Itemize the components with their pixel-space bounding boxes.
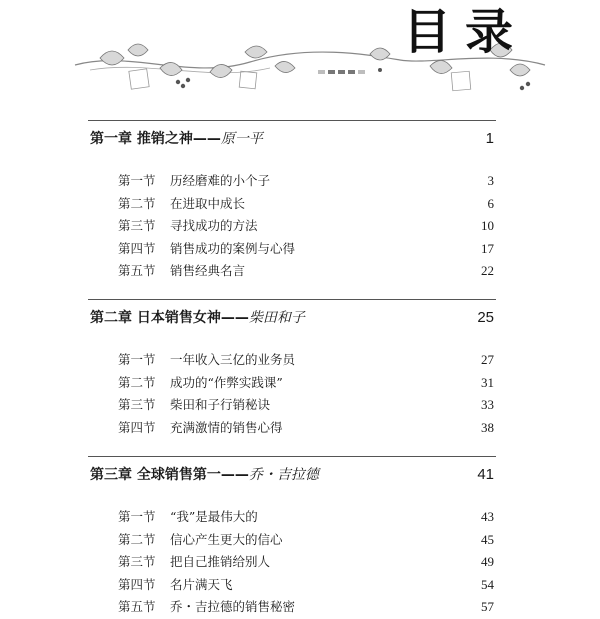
page-title: 目录 — [403, 4, 528, 60]
section-number: 第四节 — [118, 240, 156, 256]
chapter-block — [88, 120, 496, 283]
section-entry[interactable] — [88, 170, 496, 193]
section-page-number: 43 — [481, 509, 494, 524]
section-title: 乔・吉拉德的销售秘密 — [170, 599, 296, 614]
section-number: 第五节 — [118, 599, 156, 614]
chapter-page-number: 41 — [477, 466, 494, 483]
chapter-block — [88, 299, 496, 439]
chapter-title: 第一章 推销之神——原一平 — [90, 131, 263, 147]
section-title: 寻找成功的方法 — [170, 218, 258, 233]
section-number: 第四节 — [118, 576, 156, 592]
section-page-number: 31 — [481, 374, 494, 390]
chapter-heading[interactable] — [88, 128, 496, 150]
section-number: 第一节 — [118, 352, 156, 367]
section-entry[interactable] — [88, 596, 496, 619]
section-title: 柴田和子行销秘诀 — [170, 397, 271, 412]
section-title: 成功的“作弊实践课” — [170, 374, 283, 390]
section-entry[interactable] — [88, 394, 496, 417]
section-page-number: 57 — [481, 599, 494, 614]
section-number: 第一节 — [118, 173, 156, 188]
section-entry[interactable] — [88, 238, 496, 261]
section-page-number: 3 — [487, 173, 494, 188]
section-title: 充满激情的销售心得 — [170, 419, 283, 435]
chapter-heading[interactable] — [88, 464, 496, 486]
section-entry[interactable] — [88, 529, 496, 552]
section-entry[interactable] — [88, 215, 496, 238]
section-entry[interactable] — [88, 417, 496, 440]
section-title: 把自己推销给别人 — [170, 554, 271, 569]
section-number: 第三节 — [118, 397, 156, 412]
section-entry[interactable] — [88, 193, 496, 216]
chapter-title: 第三章 全球销售第一——乔・吉拉德 — [90, 467, 319, 483]
chapter-subtitle: 乔・吉拉德 — [248, 467, 319, 483]
section-number: 第二节 — [118, 374, 156, 390]
chapter-rule — [88, 299, 496, 300]
chapter-page-number: 1 — [485, 130, 494, 147]
section-number: 第一节 — [118, 509, 156, 524]
chapter-heading[interactable] — [88, 307, 496, 329]
section-entry[interactable] — [88, 349, 496, 372]
section-page-number: 10 — [481, 218, 494, 233]
section-number: 第三节 — [118, 554, 156, 569]
chapter-subtitle: 柴田和子 — [248, 310, 305, 326]
section-page-number: 38 — [481, 419, 494, 435]
section-page-number: 33 — [481, 397, 494, 412]
chapter-rule — [88, 120, 496, 121]
section-title: 历经磨难的小个子 — [170, 173, 271, 188]
section-title: 信心产生更大的信心 — [170, 531, 283, 547]
section-page-number: 49 — [481, 554, 494, 569]
dots-divider — [318, 70, 365, 74]
section-page-number: 27 — [481, 352, 494, 367]
section-number: 第二节 — [118, 531, 156, 547]
chapter-page-number: 25 — [477, 309, 494, 326]
section-entry[interactable] — [88, 574, 496, 597]
section-entry[interactable] — [88, 551, 496, 574]
chapter-subtitle: 原一平 — [220, 131, 263, 147]
section-title: “我”是最伟大的 — [170, 509, 258, 524]
section-title: 销售经典名言 — [170, 263, 246, 278]
chapter-rule — [88, 456, 496, 457]
section-number: 第五节 — [118, 263, 156, 278]
section-title: 销售成功的案例与心得 — [170, 240, 296, 256]
section-number: 第二节 — [118, 195, 156, 211]
section-entry[interactable] — [88, 372, 496, 395]
chapter-block — [88, 456, 496, 619]
section-title: 在进取中成长 — [170, 195, 246, 211]
section-list — [88, 349, 496, 439]
section-page-number: 17 — [481, 240, 494, 256]
section-entry[interactable] — [88, 506, 496, 529]
section-page-number: 45 — [481, 531, 494, 547]
chapter-title: 第二章 日本销售女神——柴田和子 — [90, 310, 305, 326]
section-page-number: 22 — [481, 263, 494, 278]
section-number: 第四节 — [118, 419, 156, 435]
section-title: 名片满天飞 — [170, 576, 233, 592]
section-list — [88, 170, 496, 283]
section-page-number: 6 — [487, 195, 494, 211]
section-entry[interactable] — [88, 260, 496, 283]
section-title: 一年收入三亿的业务员 — [170, 352, 296, 367]
section-page-number: 54 — [481, 576, 494, 592]
section-list — [88, 506, 496, 619]
header-decoration — [0, 0, 600, 110]
section-number: 第三节 — [118, 218, 156, 233]
